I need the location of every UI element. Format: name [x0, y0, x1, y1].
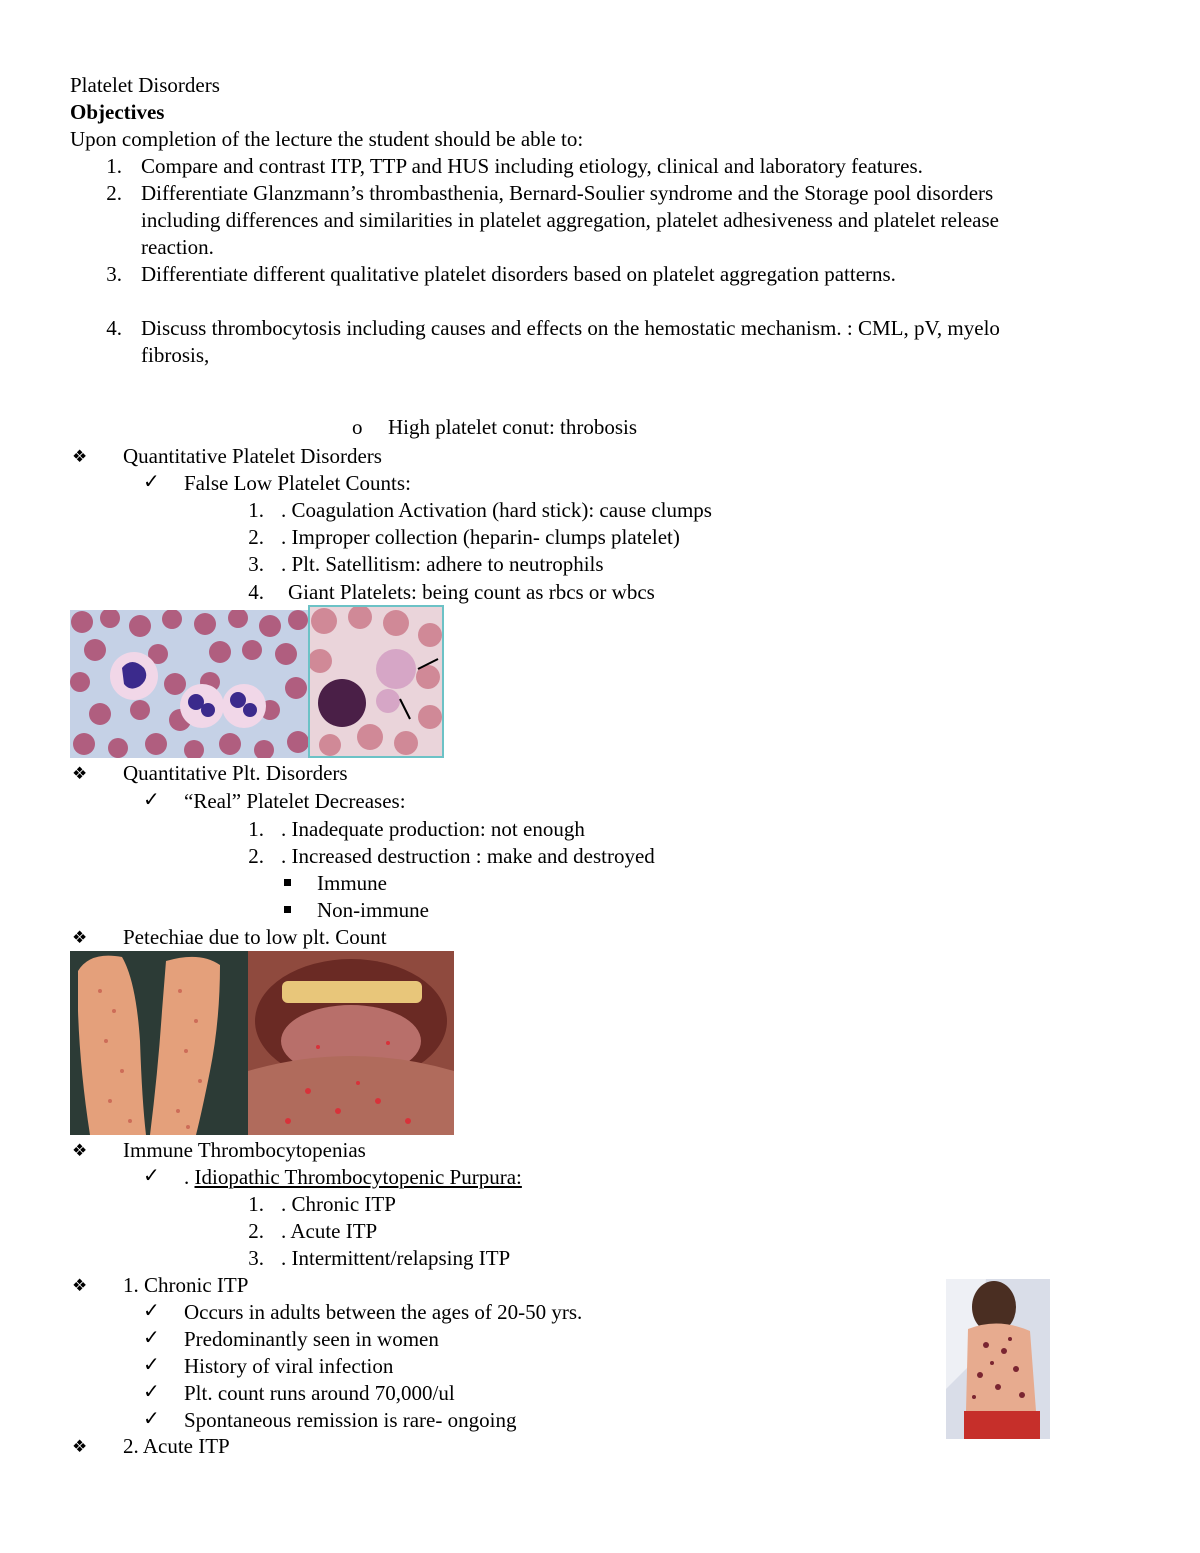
- diamond-bullet-icon: ❖: [72, 764, 88, 783]
- list-item-number: 1.: [248, 1192, 264, 1216]
- diamond-bullet-icon: ❖: [72, 1437, 88, 1456]
- objective-number: 3.: [106, 262, 122, 286]
- list-item: . Plt. Satellitism: adhere to neutrophils: [281, 552, 604, 576]
- objective-text: including differences and similarities in platelet aggregation, platelet adhesiveness and platelet release: [141, 208, 999, 232]
- section-heading: Petechiae due to low plt. Count: [123, 925, 387, 949]
- list-item-number: 1.: [248, 498, 264, 522]
- objective-number: 4.: [106, 316, 122, 340]
- list-item-number: 3.: [248, 1246, 264, 1270]
- list-item-number: 2.: [248, 844, 264, 868]
- list-item: . Intermittent/relapsing ITP: [281, 1246, 511, 1270]
- list-item: . Inadequate production: not enough: [281, 817, 585, 841]
- diamond-bullet-icon: ❖: [72, 1141, 88, 1160]
- square-bullet-icon: [284, 879, 291, 886]
- list-item-number: 2.: [248, 1219, 264, 1243]
- square-bullet-icon: [284, 906, 291, 913]
- list-item: . Acute ITP: [281, 1219, 378, 1243]
- list-item-number: 2.: [248, 525, 264, 549]
- objective-text: Compare and contrast ITP, TTP and HUS including etiology, clinical and laboratory features.: [141, 154, 923, 178]
- list-item: . Increased destruction : make and destroyed: [281, 844, 655, 868]
- circle-bullet-text: High platelet conut: throbosis: [388, 415, 638, 439]
- section-subheading: False Low Platelet Counts:: [184, 471, 411, 495]
- list-item-number: 4.: [248, 580, 264, 604]
- check-bullet-icon: ✓: [143, 789, 160, 811]
- list-item: . Improper collection (heparin- clumps platelet): [281, 525, 680, 549]
- check-bullet-icon: ✓: [143, 471, 160, 493]
- sub-list-item: Immune: [317, 871, 387, 895]
- petechiae-legs-image: [70, 951, 248, 1135]
- list-item: Giant Platelets: being count as rbcs or wbcs: [288, 580, 655, 604]
- check-bullet-icon: ✓: [143, 1300, 160, 1322]
- petechiae-mouth-image: [248, 951, 454, 1135]
- page-title: Platelet Disorders: [70, 73, 220, 97]
- platelet-satellitism-image: [308, 605, 444, 758]
- list-item: Spontaneous remission is rare- ongoing: [184, 1408, 517, 1432]
- list-item-number: 1.: [248, 817, 264, 841]
- objective-number: 2.: [106, 181, 122, 205]
- objective-text: reaction.: [141, 235, 214, 259]
- objective-text: Differentiate different qualitative platelet disorders based on platelet aggregation patterns.: [141, 262, 896, 286]
- list-item: . Coagulation Activation (hard stick): cause clumps: [281, 498, 712, 522]
- list-item: History of viral infection: [184, 1354, 394, 1378]
- intro-text: Upon completion of the lecture the student should be able to:: [70, 127, 584, 151]
- check-bullet-icon: ✓: [143, 1381, 160, 1403]
- diamond-bullet-icon: ❖: [72, 447, 88, 466]
- section-heading: 1. Chronic ITP: [123, 1273, 249, 1297]
- check-bullet-icon: ✓: [143, 1327, 160, 1349]
- sub-list-item: Non-immune: [317, 898, 429, 922]
- diamond-bullet-icon: ❖: [72, 928, 88, 947]
- list-item: Plt. count runs around 70,000/ul: [184, 1381, 455, 1405]
- objective-text: Discuss thrombocytosis including causes and effects on the hemostatic mechanism. : CML, pV, myelo: [141, 316, 1000, 340]
- list-item-number: 3.: [248, 552, 264, 576]
- check-bullet-icon: ✓: [143, 1408, 160, 1430]
- child-petechiae-image: [946, 1279, 1050, 1439]
- diamond-bullet-icon: ❖: [72, 1276, 88, 1295]
- list-item: . Chronic ITP: [281, 1192, 396, 1216]
- section-heading: 2. Acute ITP: [123, 1434, 230, 1458]
- objectives-heading: Objectives: [70, 100, 165, 124]
- section-heading: Quantitative Plt. Disorders: [123, 761, 348, 785]
- objective-number: 1.: [106, 154, 122, 178]
- check-bullet-icon: ✓: [143, 1165, 160, 1187]
- section-heading: Immune Thrombocytopenias: [123, 1138, 366, 1162]
- objective-text: fibrosis,: [141, 343, 210, 367]
- circle-bullet-marker: o: [352, 415, 363, 439]
- objective-text: Differentiate Glanzmann’s thrombasthenia, Bernard-Soulier syndrome and the Storage pool disorders: [141, 181, 994, 205]
- blood-smear-neutrophils-image: [70, 610, 308, 758]
- list-item: Predominantly seen in women: [184, 1327, 439, 1351]
- list-item: Occurs in adults between the ages of 20-50 yrs.: [184, 1300, 583, 1324]
- section-subheading: . Idiopathic Thrombocytopenic Purpura:: [184, 1165, 522, 1189]
- section-subheading: “Real” Platelet Decreases:: [184, 789, 406, 813]
- check-bullet-icon: ✓: [143, 1354, 160, 1376]
- section-heading: Quantitative Platelet Disorders: [123, 444, 382, 468]
